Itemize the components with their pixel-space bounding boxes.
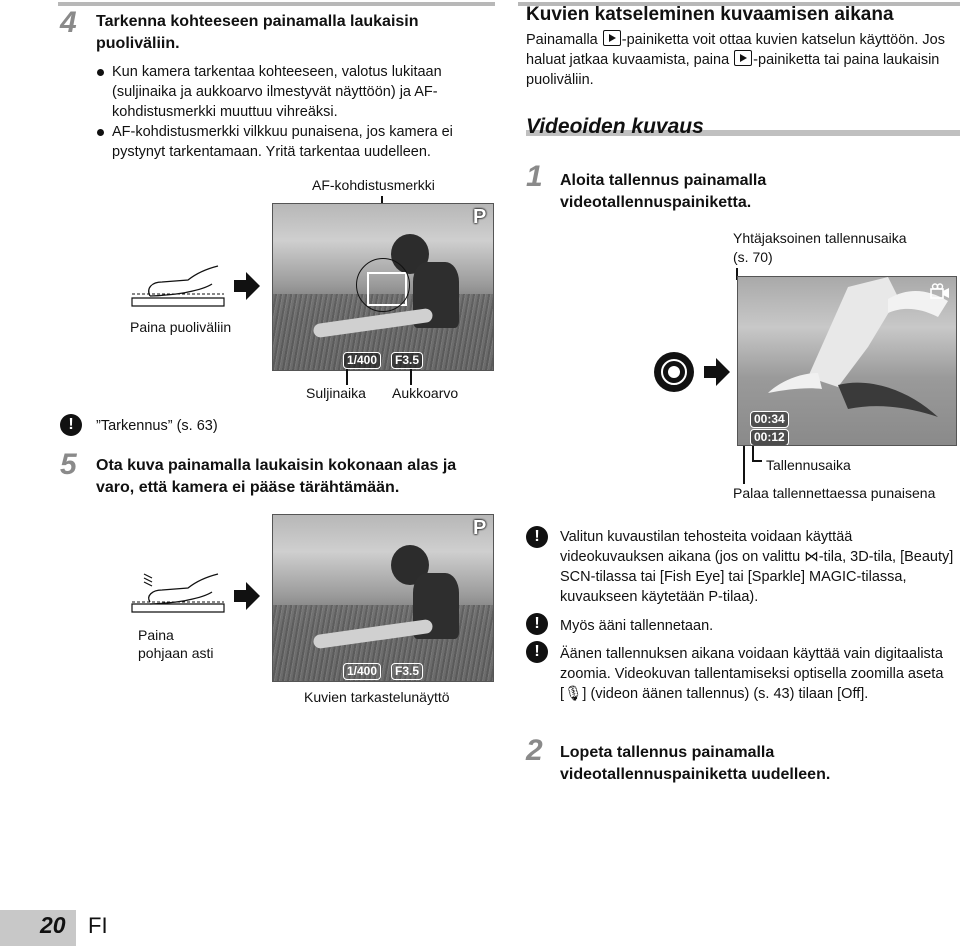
record-dot-icon <box>661 359 687 385</box>
shutter-leader-line <box>346 369 348 385</box>
step-1-number: 1 <box>526 160 543 193</box>
audio-recorded-note: Myös ääni tallennetaan. <box>560 618 714 634</box>
arrow-right-icon <box>234 582 260 610</box>
bullet-item: Kun kamera tarkentaa kohteeseen, valotus lukitaan (suljinaika ja aukkoarvo ilmestyvät näyttöön) ja AF-kohdistusmerkki muuttuu vihreäksi. <box>92 62 500 122</box>
recording-time-leader-line <box>743 446 745 484</box>
warning-icon: ! <box>526 641 548 663</box>
page-number: 20 <box>40 912 66 938</box>
recording-indicator-leader-line <box>752 446 754 460</box>
step-2-heading: Lopeta tallennus painamalla videotallennuspainiketta uudelleen. <box>560 744 831 783</box>
step-4-bullets <box>92 62 500 162</box>
half-press-label: Paina puoliväliin <box>130 319 232 335</box>
af-target-label: AF-kohdistusmerkki <box>312 177 435 193</box>
aperture-display: F3.5 <box>391 663 423 680</box>
recording-time-display: 00:12 <box>750 429 789 446</box>
movie-mode-icon <box>930 283 950 299</box>
continuous-time-ref: (s. 70) <box>733 249 773 265</box>
mode-badge: P <box>473 206 487 228</box>
shutter-speed-display: 1/400 <box>343 352 381 369</box>
full-press-label-line-2: pohjaan asti <box>138 645 214 661</box>
view-text-end: -painiketta tai paina laukaisin puoliväliin. <box>526 52 940 88</box>
arrow-right-icon <box>704 358 730 386</box>
video-section-title: Videoiden kuvaus <box>526 115 704 138</box>
playback-button-icon <box>603 30 621 46</box>
recording-time-label: Tallennusaika <box>766 457 851 473</box>
shutter-speed-label: Suljinaika <box>306 385 366 401</box>
grass-background <box>273 605 493 681</box>
mode-badge: P <box>473 517 487 539</box>
arrow-right-icon <box>234 272 260 300</box>
shutter-speed-display: 1/400 <box>343 663 381 680</box>
movie-effects-note: Valitun kuvaustilan tehosteita voidaan käyttää videokuvauksen aikana (jos on valittu ⋈-tila, 3D-tila, [Beauty] SCN-tilassa tai [Fish Eye] tai [Sparkle] MAGIC-tilassa, kuvaukseen käytetään P-tilaa). <box>560 529 954 605</box>
aperture-leader-line <box>410 369 412 385</box>
digital-zoom-note: Äänen tallennuksen aikana voidaan käyttää vain digitaalista zoomia. Videokuvan tallentamiseksi optisella zoomilla aseta [🎙] (videon äänen tallennus) (s. 43) tilaan [Off]. <box>560 646 944 702</box>
warning-icon: ! <box>60 414 82 436</box>
video-recording-screen <box>737 276 957 446</box>
aperture-label: Aukkoarvo <box>392 385 459 401</box>
remaining-time-display: 00:34 <box>750 411 789 428</box>
camera-screen-review <box>272 514 494 682</box>
step-4-number: 4 <box>60 6 77 39</box>
half-press-illustration <box>128 262 228 310</box>
recording-red-label: Palaa tallennettaessa punaisena <box>733 485 936 501</box>
aperture-display: F3.5 <box>391 352 423 369</box>
step-1-heading: Aloita tallennus painamalla videotallennuspainiketta. <box>560 172 767 211</box>
view-text-middle: -painiketta voit ottaa kuvien katselun käyttöön. Jos haluat jatkaa kuvaamista, paina <box>526 32 945 68</box>
step-5-heading: Ota kuva painamalla laukaisin kokonaan alas ja varo, että kamera ei pääse tärähtämään. <box>96 457 457 496</box>
step-5-number: 5 <box>60 448 77 481</box>
bullet-item: AF-kohdistusmerkki vilkkuu punaisena, jos kamera ei pystynyt tarkentamaan. Yritä tarkentaa uudelleen. <box>92 122 500 162</box>
warning-icon: ! <box>526 613 548 635</box>
movie-record-button <box>654 352 694 392</box>
view-text-start: Painamalla <box>526 32 598 48</box>
left-top-rule <box>58 2 495 6</box>
language-code: FI <box>88 913 108 938</box>
full-press-label-line-1: Paina <box>138 627 174 643</box>
review-screen-label: Kuvien tarkastelunäyttö <box>304 689 450 705</box>
step-4-heading: Tarkenna kohteeseen painamalla laukaisin puoliväliin. <box>96 13 419 52</box>
view-section-text <box>526 30 946 90</box>
focus-reference-note: ”Tarkennus” (s. 63) <box>96 418 218 434</box>
playback-button-icon <box>734 50 752 66</box>
full-press-illustration <box>128 568 228 616</box>
continuous-time-label: Yhtäjaksoinen tallennusaika <box>733 230 907 246</box>
view-section-title: Kuvien katseleminen kuvaamisen aikana <box>526 4 894 25</box>
step-2-number: 2 <box>526 734 543 767</box>
warning-icon: ! <box>526 526 548 548</box>
af-target-circle <box>356 258 410 312</box>
recording-indicator-leader-h <box>752 460 762 462</box>
